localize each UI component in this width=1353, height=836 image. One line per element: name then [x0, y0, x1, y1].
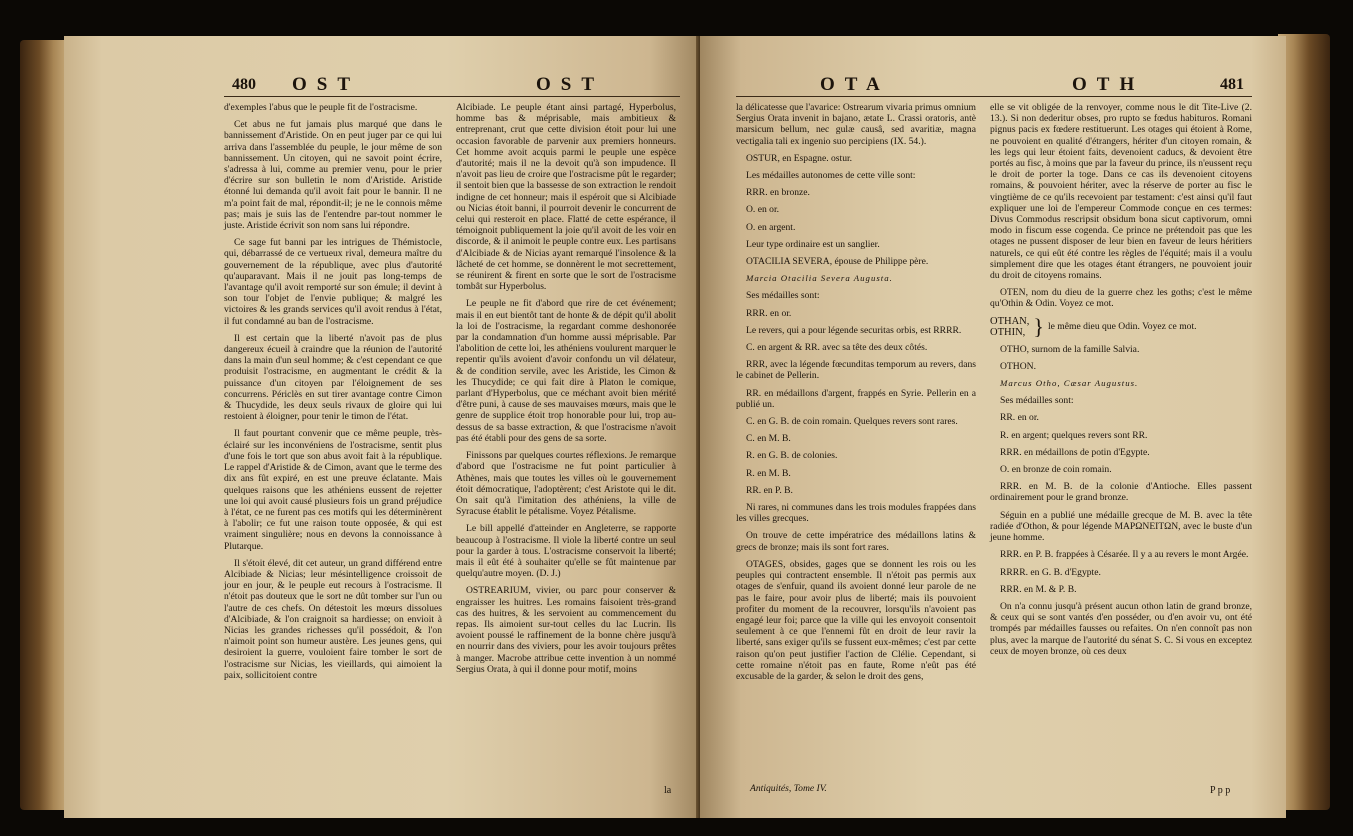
paragraph: Il s'étoit élevé, dit cet auteur, un grand différend entre Alcibiade & Nicias; leur mésintelligence croissoit de jour en jour, & le peuple eut recours à l'ostracisme. Il n'étoit pas douteux que le sort ne dût tomber sur l'un ou l'autre de ces chefs. On détestoit les mœurs dissolues d'Alcibiade, & l'on craignoit sa hardiesse; on envioit à Nicias les grandes richesses qu'il possédoit, & l'on n'aimoit point son humeur austère. Les jeunes gens, qui desiroient la guerre, vouloient faire tomber le sort de l'ostracisme sur Nicias, les vieillards, qui aimoient la paix, sollicitoient contre	[224, 557, 442, 681]
paragraph: RRR. en M. & P. B.	[1000, 583, 1077, 595]
paragraph: RRR. en or.	[746, 307, 792, 319]
paragraph: Le revers, qui a pour légende securitas orbis, est RRRR.	[746, 324, 962, 336]
paragraph: RRR. en M. B. de la colonie d'Antioche. Elles passent ordinairement pour le grand bronze.	[990, 481, 1252, 504]
paragraph: Cet abus ne fut jamais plus marqué que dans le bannissement d'Aristide. On en peut juger par ce qui lui arriva dans l'assemblée du peuple, le jour même de son bannissement. Un citoyen, qui ne savoit point écrire, s'adressa à lui, comme au premier venu, pour le prier d'écrire sur son bulletin le nom d'Aristide. Aristide étonné lui demanda qu'il avoit fait pour le bannir. Il ne m'a point fait de mal, répondit-il; je ne le connois même pas; mais je suis las de l'entendre par-tout nommer le juste. Aristide écrivit son nom sans lui répondre.	[224, 119, 442, 232]
right-page	[700, 36, 1286, 818]
paragraph: Ses médailles sont:	[746, 290, 820, 302]
left-column-1	[224, 102, 442, 687]
paragraph: Ni rares, ni communes dans les trois modules frappées dans les villes grecques.	[736, 502, 976, 525]
paragraph: OTEN, nom du dieu de la guerre chez les goths; c'est le même qu'Othin & Odin. Voyez ce mot.	[990, 287, 1252, 310]
paragraph: OSTUR, en Espagne. ostur.	[746, 152, 853, 164]
left-page	[64, 36, 700, 818]
paragraph: Les médailles autonomes de cette ville sont:	[746, 170, 916, 182]
legend-line: Marcia Otacilia Severa Augusta.	[746, 273, 893, 284]
paragraph: RRR. en P. B. frappées à Césarée. Il y a au revers le mont Argée.	[1000, 549, 1249, 561]
paragraph: RRR. en bronze.	[746, 187, 810, 199]
catchword-left: la	[664, 785, 672, 796]
brace-icon: }	[1033, 313, 1044, 339]
page-number-right: 481	[1220, 76, 1244, 93]
signature-mark: P p p	[1210, 785, 1231, 796]
running-head-right-1: OTA	[820, 74, 890, 95]
othan-othin-entry	[990, 313, 1252, 339]
paragraph: O. en bronze de coin romain.	[1000, 464, 1112, 476]
paragraph: RR. en P. B.	[746, 484, 793, 496]
paragraph: On trouve de cette impératrice des médaillons latins & grecs de bronze; mais ils sont fort rares.	[736, 530, 976, 553]
right-column-2	[990, 102, 1252, 663]
paragraph: RR. en médaillons d'argent, frappés en Syrie. Pellerin en a publié un.	[736, 387, 976, 410]
paragraph: RRR. en médaillons de potin d'Egypte.	[1000, 446, 1150, 458]
open-book	[20, 16, 1330, 824]
header-rule-left	[224, 96, 680, 97]
paragraph: R. en argent; quelques revers sont RR.	[1000, 429, 1148, 441]
paragraph: On n'a connu jusqu'à présent aucun othon latin de grand bronze, & ceux qui se sont vantés d'en posséder, ou d'en avoir vu, ont été trompés par médailles fausses ou refaites. On n'en connoît pas non plus, avec la marque de l'autorité du sénat S. C. Si vous en exceptez ceux de moyen bronze, où ces deux	[990, 600, 1252, 657]
paragraph: Ses médailles sont:	[1000, 395, 1074, 407]
header-rule-right	[736, 96, 1252, 97]
paragraph: d'exemples l'abus que le peuple fit de l'ostracisme.	[224, 102, 418, 113]
paragraph: C. en argent & RR. avec sa tête des deux côtés.	[746, 342, 928, 354]
brace-names	[990, 316, 1029, 338]
paragraph: RR. en or.	[1000, 412, 1039, 424]
paragraph: R. en G. B. de colonies.	[746, 450, 838, 462]
footer-volume: Antiquités, Tome IV.	[750, 783, 827, 794]
paragraph: Ce sage fut banni par les intrigues de Thémistocle, qui, débarrassé de ce vertueux rival, demeura maître du gouvernement de la république, avec plus d'autorité qu'auparavant. Mais il ne jouit pas long-temps de l'avantage qu'il avoit remporté sur son émule; il devint à son tour l'objet de l'envie publique; & malgré les victoires & les grands services qu'il avoit rendus à l'état, il fut condamné au ban de l'ostracisme.	[224, 237, 442, 327]
paragraph: OTHON.	[1000, 360, 1036, 372]
paragraph: C. en G. B. de coin romain. Quelques revers sont rares.	[746, 416, 958, 428]
paragraph: O. en argent.	[746, 221, 796, 233]
paragraph: OTAGES, obsides, gages que se donnent les rois ou les peuples qui contractent ensemble. Il n'étoit pas permis aux otages de s'enfuir, quand ils avoient donné leur parole de ne pas le faire, pour avoir plus de liberté; mais ils pouvoient profiter du moment de la recouvrer, lorsqu'ils n'avoient pas engagé leur foi; parce que la ville qui les envoyoit consentoit seulement à ce que l'ennemi fût en droit de leur ravir la liberté, sans exiger qu'ils se fussent eux-mêmes; c'est par cette raison qu'on peut justifier l'action de Clélie. Cependant, si cette romaine n'étoit pas en faute, Rome n'eût pas été excusable de la garder, & selon le droit des gens,	[736, 558, 976, 682]
right-column-1	[736, 102, 976, 688]
paragraph: C. en M. B.	[746, 433, 791, 445]
left-page-edges	[20, 40, 68, 810]
paragraph: Finissons par quelques courtes réflexions. Je remarque d'abord que l'ostracisme ne fut point particulier à Athènes, mais que toutes les villes où le gouvernement étoit démocratique, l'adoptèrent; c'est Aristote qui le dit. On sait qu'à l'imitation des athéniens, la ville de Syracuse établit le pétalisme. Voyez Pétalisme.	[456, 450, 676, 518]
paragraph: Alcibiade. Le peuple étant ainsi partagé, Hyperbolus, homme bas & méprisable, mais ambitieux & entreprenant, crut que cette division étoit pour lui une occasion favorable de parvenir aux premiers honneurs. Cet homme avoit acquis parmi le peuple une espèce d'autorité; mais il ne la devoit qu'à son impudence. Il n'avoit pas lieu de croire que l'ostracisme pût le regarder; il sentoit bien que la bassesse de son extraction le rendoit indigne de cet honneur; mais il espéroit que si Alcibiade ou Nicias étoit banni, il pourroit devenir le concurrent de celui qui resteroit en place. Flatté de cette espérance, il témoignoit publiquement la joie qu'il avoit de les voir en discorde, & il animoit le peuple contre eux. Les partisans d'Alcibiade & de Nicias ayant remarqué l'insolence & la lâcheté de cet homme, se donnèrent le mot secrettement, se réunirent & firent en sorte que le sort de l'ostracisme tombât sur Hyperbolus.	[456, 102, 676, 293]
brace-text: le même dieu que Odin. Voyez ce mot.	[1047, 321, 1197, 333]
running-head-right-2: OTH	[1072, 74, 1145, 95]
paragraph: RRRR. en G. B. d'Egypte.	[1000, 566, 1101, 578]
paragraph: OSTREARIUM, vivier, ou parc pour conserver & engraisser les huitres. Les romains faisoient très-grand cas des huitres, & les servoient au commencement du repas. Ils aimoient sur-tout celles du lac Lucrin. Ils avoient poussé le raffinement de la bonne chère jusqu'à en nourrir dans des viviers, pour les avoir toujours prêtes à manger. Macrobe attribue cette invention à un nommé Sergius Orata, à qui il donne pour motif, moins	[456, 585, 676, 675]
running-head-left-2: OST	[536, 74, 605, 95]
brace-name: OTHAN,	[990, 315, 1030, 327]
paragraph: elle se vit obligée de la renvoyer, comme nous le dit Tite-Live (2. 13.). Si non dederitur obses, pro rupto se fœdus habituros. Romani pignus pacis ex fœdere restituerunt. Les otages qui étoient à Rome, ne pouvoient en qualité d'étrangers, hériter d'un citoyen romain, & les legs qui leur étoient faits, devenoient caducs, & devoient être portés au fisc, à moins que par la faveur du prince, ils n'eussent reçu le droit de porter la toge. Dans ce cas ils devenoient citoyens romains, & pouvoient hériter, avec la réserve de porter au fisc le vingtième de ce qu'ils recevoient par testament: c'est ainsi qu'il faut expliquer une loi de l'empereur Commode conçue en ces termes: Divus Commodus rescripsit obsidum bona sicut captivorum, omni modo in fiscum esse cogenda. Ce prince ne prétendoit pas que les otages ne pussent disposer de leur bien en faveur de leurs héritiers naturels, ce qui eût été contre les règles de l'équité; mais il a voulu simplement dire que les otages étant étrangers, ne pouvoient jouir du droit de citoyens romains.	[990, 102, 1252, 282]
paragraph: Le bill appellé d'atteinder en Angleterre, se rapporte beaucoup à l'ostracisme. Il viole la liberté contre un seul pour la garder à tous. L'ostracisme conservoit la liberté; mais il eût été à souhaiter qu'elle se fût maintenue par quelqu'autre moyen. (D. J.)	[456, 523, 676, 580]
paragraph: Il est certain que la liberté n'avoit pas de plus dangereux écueil à craindre que la réunion de l'autorité dans la main d'un seul homme; & c'est cependant ce que produisit l'ostracisme, en augmentant le crédit & la puissance d'un citoyen par l'éloignement de ses concurrens. Périclès en sut tirer avantage contre Cimon & Thucydide, les deux seuls rivaux de gloire qui lui restoient à éloigner, pour tenir le timon de l'état.	[224, 332, 442, 423]
paragraph: RRR, avec la légende fœcunditas temporum au revers, dans le cabinet de Pellerin.	[736, 359, 976, 382]
paragraph: R. en M. B.	[746, 467, 791, 479]
paragraph: OTACILIA SEVERA, épouse de Philippe père.	[746, 256, 929, 268]
paragraph: la délicatesse que l'avarice: Ostrearum vivaria primus omnium Sergius Orata invenit in bajano, ætate L. Crassi oratoris, antè marsicum bellum, nec gulæ causâ, sed avaritiæ, magna vectigalia tali ex ingenio suo percipiens (IX. 54.).	[736, 102, 976, 147]
paragraph: O. en or.	[746, 204, 780, 216]
page-number-left: 480	[232, 76, 256, 93]
paragraph: Séguin en a publié une médaille grecque de M. B. avec la tête radiée d'Othon, & pour légende ΜΑΡΩΝΕΙΤΩΝ, avec le buste d'un jeune homme.	[990, 509, 1252, 544]
running-head-left-1: OST	[292, 74, 361, 95]
brace-name: OTHIN,	[990, 326, 1026, 338]
left-column-2	[456, 102, 676, 681]
legend-line: Marcus Otho, Cæsar Augustus.	[1000, 378, 1139, 389]
paragraph: OTHO, surnom de la famille Salvia.	[1000, 343, 1140, 355]
paragraph: Il faut pourtant convenir que ce même peuple, très-éclairé sur les inconvéniens de l'ostracisme, sentit plus d'une fois le tort que son abus avoit fait à la république. Le rappel d'Aristide & de Cimon, avant que le terme des dix ans fût expiré, en est une preuve éclatante. Mais quelques raisons que les athéniens eussent de rejetter une loi qui avoit causé plusieurs fois un grand préjudice à l'état, ce ne furent pas ces motifs qui les déterminèrent à l'abolir; ce fut une raison toute opposée, & qui est vraiment singulière; nous en devons la connoissance à Plutarque.	[224, 428, 442, 552]
paragraph: Leur type ordinaire est un sanglier.	[746, 238, 880, 250]
paragraph: Le peuple ne fit d'abord que rire de cet événement; mais il en eut bientôt tant de honte & de dépit qu'il abolit la loi de l'ostracisme, la regardant comme deshonorée par la condamnation d'un homme aussi méprisable. Par l'abolition de cette loi, les athéniens voulurent marquer le repentir qu'ils avoient d'avoir confondu un vil délateur, & de condition servile, avec les Aristide, les Cimon & les Thucydide; ce qui fait dire à Platon le comique, parlant d'Hyperbolus, que ce méchant avoit bien mérité d'être puni, à cause de ses mauvaises mœurs, mais que le genre de supplice étoit trop honorable pour lui, trop au-dessus de sa basse extraction, & que l'ostracisme n'avoit pas été établi pour des gens de sa sorte.	[456, 298, 676, 444]
